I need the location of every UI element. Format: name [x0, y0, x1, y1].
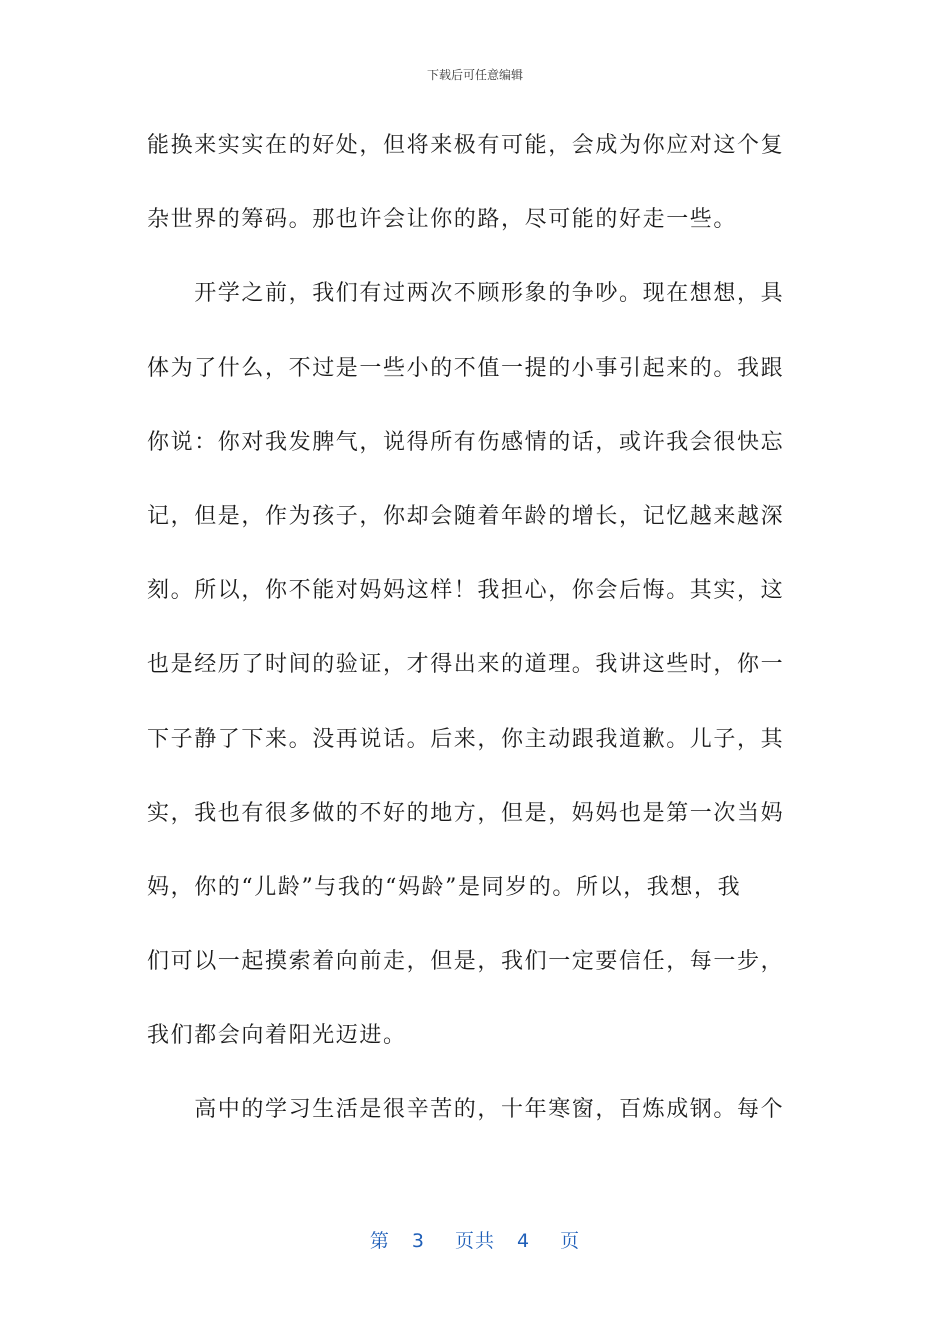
- text-line: 你说：你对我发脾气，说得所有伤感情的话，或许我会很快忘: [147, 429, 785, 455]
- text-line: 能换来实实在的好处，但将来极有可能，会成为你应对这个复: [147, 133, 785, 158]
- footer-prefix: 第: [369, 1230, 390, 1252]
- text-line: 我们都会向着阳光迈进。: [147, 1023, 407, 1049]
- text-line: 记，但是，作为孩子，你却会随着年龄的增长，记忆越来越深: [147, 503, 785, 529]
- text-line: 体为了什么，不过是一些小的不值一提的小事引起来的。我跟: [147, 355, 785, 381]
- page-footer: [0, 1226, 950, 1253]
- text-line: 杂世界的筹码。那也许会让你的路，尽可能的好走一些。: [147, 207, 738, 233]
- current-page-number: 3: [411, 1230, 425, 1252]
- text-line: 开学之前，我们有过两次不顾形象的争吵。现在想想，具: [147, 281, 785, 307]
- text-line: 妈，你的“儿龄”与我的“妈龄”是同岁的。所以，我想，我: [147, 874, 742, 900]
- footer-middle: 页共: [454, 1230, 495, 1252]
- document-body: [147, 122, 797, 1161]
- header-note: 下载后可任意编辑: [426, 68, 523, 82]
- text-line: 也是经历了时间的验证，才得出来的道理。我讲这些时，你一: [147, 652, 785, 678]
- text-line: 下子静了下来。没再说话。后来，你主动跟我道歉。儿子，其: [147, 726, 785, 752]
- total-pages-number: 4: [517, 1230, 531, 1252]
- footer-suffix: 页: [560, 1230, 581, 1252]
- text-line: 实，我也有很多做的不好的地方，但是，妈妈也是第一次当妈: [147, 800, 785, 826]
- text-line: 刻。所以，你不能对妈妈这样！我担心，你会后悔。其实，这: [147, 578, 785, 604]
- text-line: 高中的学习生活是很辛苦的，十年寒窗，百炼成钢。每个: [147, 1097, 785, 1123]
- text-line: 们可以一起摸索着向前走，但是，我们一定要信任，每一步，: [147, 949, 785, 975]
